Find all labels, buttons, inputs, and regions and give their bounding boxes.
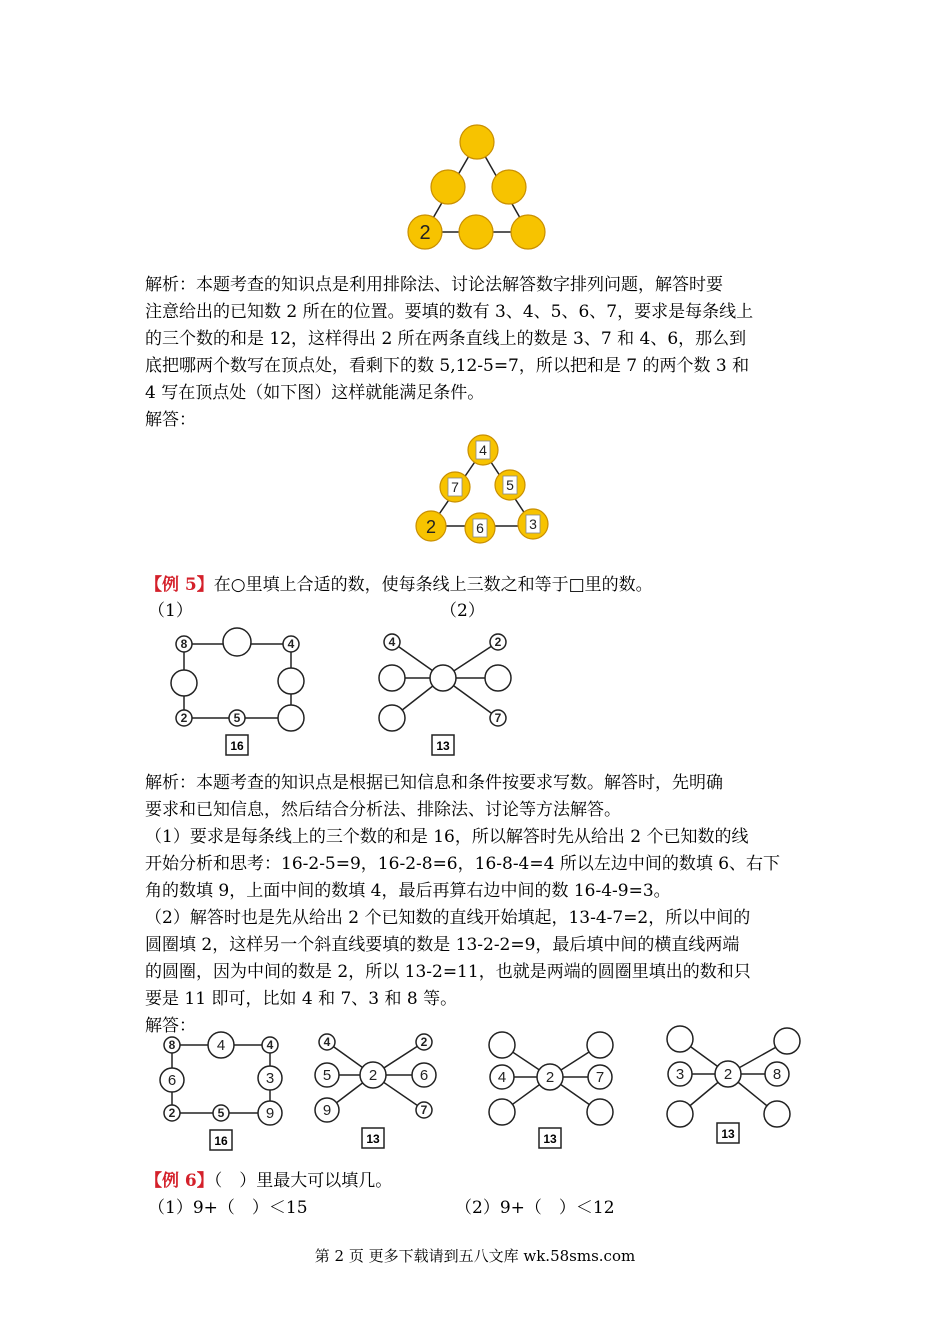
answer-label: 解答：	[145, 1016, 196, 1036]
ans2-box: 13	[366, 1132, 380, 1146]
ans3-c: 2	[545, 1069, 555, 1086]
ans1-box: 16	[214, 1134, 228, 1148]
triangle-puzzle-figure	[395, 120, 565, 260]
answer-bottom-mid: 6	[476, 520, 484, 536]
analysis-2-line: 圆圈填 2，这样另一个斜直线要填的数是 13-2-2=9，最后填中间的横直线两端	[145, 935, 740, 955]
page-footer: 第 2 页 更多下载请到五八文库 wk.58sms.com	[314, 1247, 636, 1265]
example-6-text: （ ）里最大可以填几。	[213, 1171, 393, 1191]
ans1-mr: 3	[265, 1070, 275, 1087]
circle-top	[460, 125, 494, 159]
example-5-label-2: （2）	[440, 601, 485, 621]
ans1-br: 9	[265, 1105, 275, 1122]
fig5a-bm: 5	[233, 711, 241, 725]
fig5b-box: 13	[436, 739, 450, 753]
fig5b-tr: 2	[494, 635, 502, 649]
analysis-2-line: 要是 11 即可，比如 4 和 7、3 和 8 等。	[145, 989, 458, 1009]
fig5a-box: 16	[230, 739, 244, 753]
ans4-ml: 3	[675, 1066, 685, 1083]
ans1-tr: 4	[266, 1038, 274, 1052]
example-6-tag: 【例 6】	[145, 1171, 214, 1191]
ans1-bm: 5	[217, 1106, 225, 1120]
answer-star-figure-2	[480, 1025, 625, 1155]
example-5-label-1: （1）	[148, 601, 193, 621]
example-6-heading	[145, 1168, 392, 1194]
answer-star-figure-1	[305, 1025, 455, 1155]
analysis-2-line: 的圆圈，因为中间的数是 2，所以 13-2=11，也就是两端的圆圈里填出的数和只	[145, 962, 751, 982]
circle-left-mid	[431, 170, 465, 204]
ans3-mr: 7	[595, 1069, 605, 1086]
ans1-bl: 2	[168, 1106, 176, 1120]
answer-left-mid: 7	[451, 479, 459, 495]
analysis-2-line: 角的数填 9，上面中间的数填 4，最后再算右边中间的数 16-4-9=3。	[145, 881, 671, 901]
ans2-c: 2	[368, 1067, 378, 1084]
ans2-tr: 2	[420, 1035, 428, 1049]
example-6-question-1: （1）9+（ ）＜15	[148, 1198, 308, 1218]
answer-top: 4	[479, 442, 487, 458]
ans4-box: 13	[721, 1127, 735, 1141]
ans2-bl: 9	[322, 1102, 332, 1119]
analysis-1-line: 注意给出的已知数 2 所在的位置。要填的数有 3、4、5、6、7，要求是每条线上	[145, 302, 754, 322]
fig5a-tr: 4	[287, 637, 295, 651]
star-puzzle-figure	[370, 625, 525, 760]
ans3-box: 13	[543, 1132, 557, 1146]
circle-bottom-right	[511, 215, 545, 249]
ans2-mr: 6	[419, 1067, 429, 1084]
ans2-ml: 5	[322, 1067, 332, 1084]
ans4-mr: 8	[772, 1066, 782, 1083]
analysis-2	[145, 770, 810, 1040]
analysis-2-line: （1）要求是每条线上的三个数的和是 16，所以解答时先从给出 2 个已知数的线	[145, 827, 749, 847]
analysis-1-line: 解析：本题考查的知识点是利用排除法、讨论法解答数字排列问题，解答时要	[145, 275, 723, 295]
answer-label: 解答：	[145, 410, 196, 430]
example-6-question-2: （2）9+（ ）＜12	[455, 1198, 615, 1218]
example-5-tag: 【例 5】	[145, 575, 214, 595]
example-5-heading	[145, 572, 653, 598]
given-number: 2	[419, 222, 431, 244]
ans4-c: 2	[723, 1066, 733, 1083]
answer-bottom-right: 3	[529, 516, 537, 532]
analysis-2-line: （2）解答时也是先从给出 2 个已知数的直线开始填起，13-4-7=2，所以中间的	[145, 908, 751, 928]
ans2-br: 7	[420, 1103, 428, 1117]
analysis-2-line: 要求和已知信息，然后结合分析法、排除法、讨论等方法解答。	[145, 800, 621, 820]
fig5b-tl: 4	[388, 635, 396, 649]
answer-rectangle-figure	[150, 1025, 300, 1155]
fig5a-tl: 8	[180, 637, 188, 651]
circle-right-mid	[492, 170, 526, 204]
ans1-ml: 6	[167, 1072, 177, 1089]
rectangle-puzzle-figure	[160, 625, 310, 760]
ans1-tm: 4	[216, 1037, 226, 1054]
fig5b-br: 7	[494, 711, 502, 725]
analysis-1	[145, 272, 810, 434]
answer-bottom-left: 2	[425, 517, 437, 537]
example-5-text: 在○里填上合适的数，使每条线上三数之和等于□里的数。	[213, 575, 653, 595]
ans3-ml: 4	[497, 1069, 507, 1086]
ans2-tl: 4	[323, 1035, 331, 1049]
analysis-1-line: 底把哪两个数写在顶点处，看剩下的数 5,12-5=7，所以把和是 7 的两个数 3 和	[145, 356, 750, 376]
answer-star-figure-3	[655, 1020, 805, 1150]
analysis-1-line: 4 写在顶点处（如下图）这样就能满足条件。	[145, 383, 485, 403]
analysis-2-line: 解析：本题考查的知识点是根据已知信息和条件按要求写数。解答时，先明确	[145, 773, 723, 793]
answer-right-mid: 5	[506, 477, 514, 493]
analysis-2-line: 开始分析和思考：16-2-5=9，16-2-8=6，16-8-4=4 所以左边中间的数填 6、右下	[145, 854, 781, 874]
ans1-tl: 8	[168, 1038, 176, 1052]
fig5a-bl: 2	[180, 711, 188, 725]
circle-bottom-mid	[459, 215, 493, 249]
triangle-answer-figure	[405, 432, 555, 547]
analysis-1-line: 的三个数的和是 12，这样得出 2 所在两条直线上的数是 3、7 和 4、6，那么到	[145, 329, 747, 349]
